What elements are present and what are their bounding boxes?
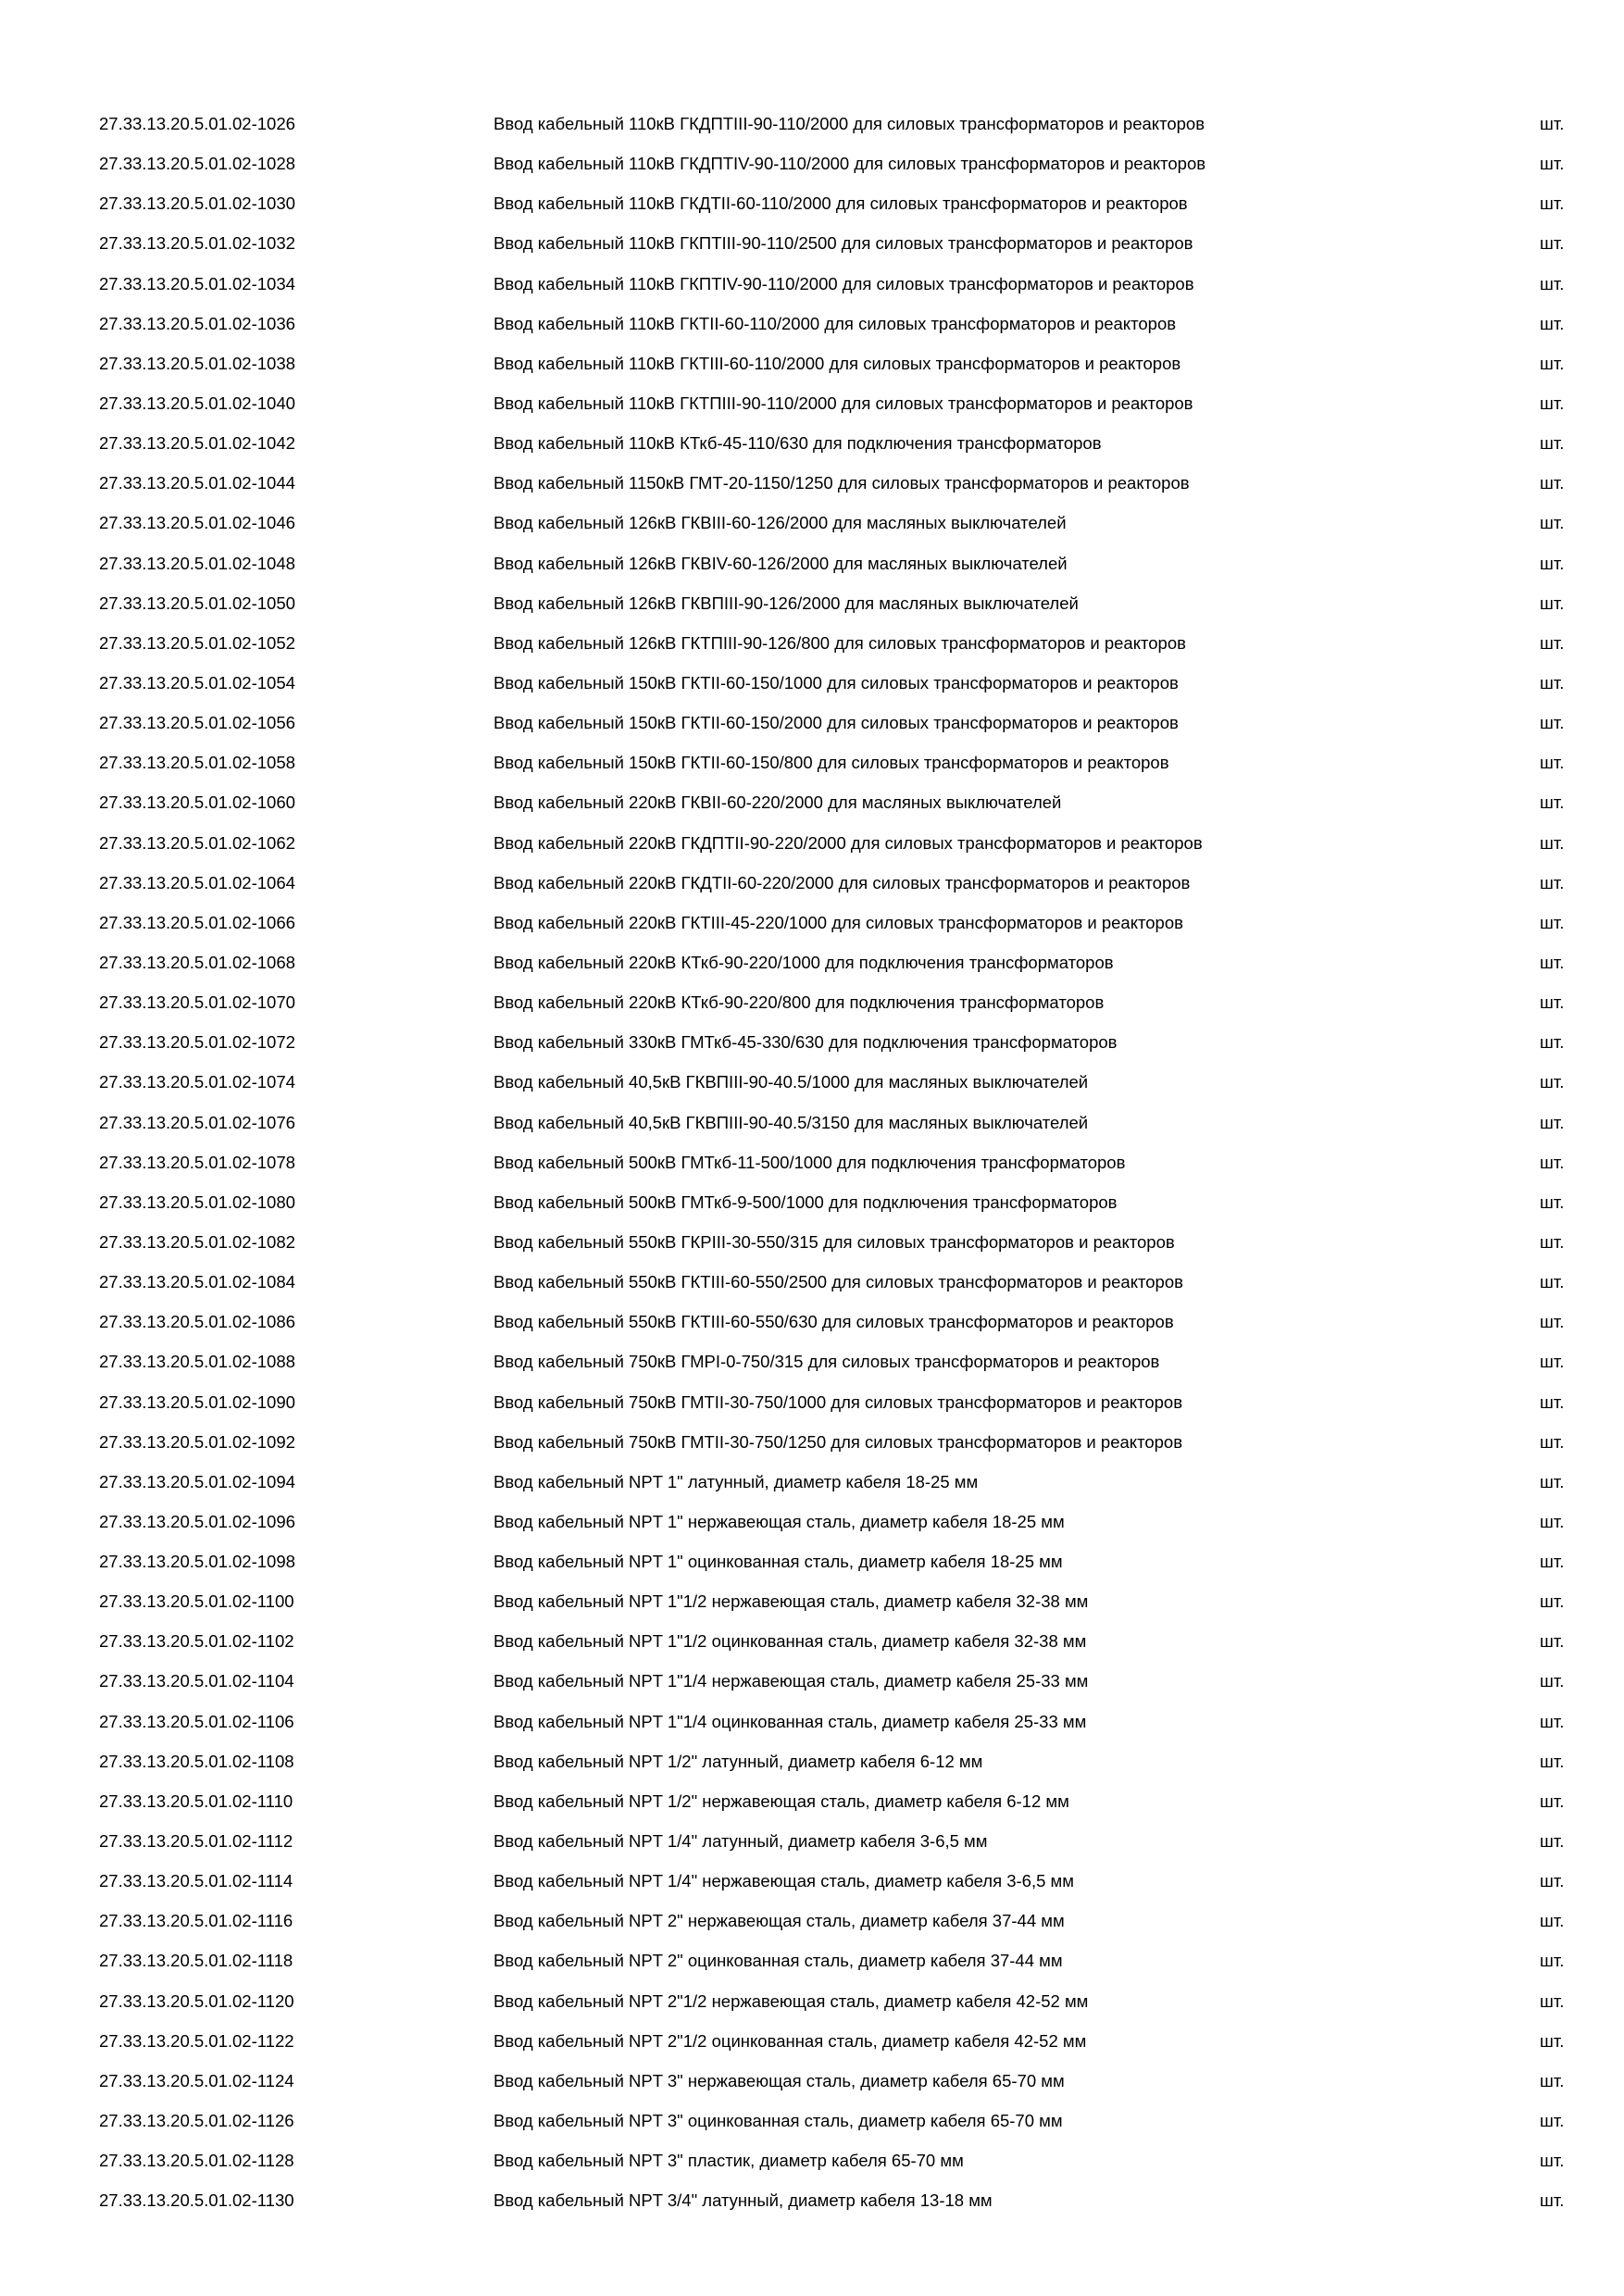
item-unit: шт. (1540, 433, 1565, 454)
table-row (0, 982, 1624, 1022)
item-code: 27.33.13.20.5.01.02-1056 (99, 713, 295, 733)
item-name: Ввод кабельный 126кВ ГКТПIII-90-126/800 для силовых трансформаторов и реакторов (493, 632, 1186, 653)
table-row (0, 104, 1624, 144)
item-name: Ввод кабельный 110кВ КТкб-45-110/630 для подключения трансформаторов (493, 433, 1102, 454)
item-code: 27.33.13.20.5.01.02-1048 (99, 553, 295, 573)
item-unit: шт. (1540, 792, 1565, 813)
item-unit: шт. (1540, 1511, 1565, 1531)
item-unit: шт. (1540, 2190, 1565, 2211)
item-unit: шт. (1540, 1990, 1565, 2011)
item-name: Ввод кабельный 500кВ ГМТкб-11-500/1000 для подключения трансформаторов (493, 1152, 1126, 1172)
item-code: 27.33.13.20.5.01.02-1102 (99, 1631, 294, 1652)
item-unit: шт. (1540, 832, 1565, 853)
item-name: Ввод кабельный NPT 1/4" латунный, диаметр кабеля 3-6,5 мм (493, 1831, 988, 1852)
item-code: 27.33.13.20.5.01.02-1080 (99, 1192, 295, 1212)
item-name: Ввод кабельный 330кВ ГМТкб-45-330/630 для подключения трансформаторов (493, 1032, 1118, 1053)
item-unit: шт. (1540, 2151, 1565, 2171)
item-code: 27.33.13.20.5.01.02-1076 (99, 1112, 295, 1132)
item-unit: шт. (1540, 1192, 1565, 1212)
table-row (0, 1142, 1624, 1182)
item-code: 27.33.13.20.5.01.02-1116 (99, 1911, 294, 1931)
table-row (0, 2180, 1624, 2220)
item-code: 27.33.13.20.5.01.02-1092 (99, 1431, 295, 1452)
item-code: 27.33.13.20.5.01.02-1054 (99, 672, 295, 693)
item-code: 27.33.13.20.5.01.02-1088 (99, 1352, 295, 1372)
table-row (0, 1462, 1624, 1502)
item-code: 27.33.13.20.5.01.02-1074 (99, 1072, 295, 1092)
item-code: 27.33.13.20.5.01.02-1064 (99, 872, 295, 892)
item-code: 27.33.13.20.5.01.02-1034 (99, 273, 295, 293)
item-name: Ввод кабельный 220кВ КТкб-90-220/800 для подключения трансформаторов (493, 992, 1105, 1013)
item-name: Ввод кабельный 220кВ КТкб-90-220/1000 для подключения трансформаторов (493, 952, 1114, 972)
item-code: 27.33.13.20.5.01.02-1062 (99, 832, 295, 853)
item-name: Ввод кабельный NPT 3" нержавеющая сталь, диаметр кабеля 65-70 мм (493, 2070, 1065, 2090)
item-unit: шт. (1540, 2111, 1565, 2131)
item-unit: шт. (1540, 1831, 1565, 1852)
item-unit: шт. (1540, 353, 1565, 373)
item-name: Ввод кабельный 126кВ ГКВПIII-90-126/2000 для масляных выключателей (493, 593, 1079, 613)
item-code: 27.33.13.20.5.01.02-1126 (99, 2111, 294, 2131)
table-row (0, 782, 1624, 822)
item-name: Ввод кабельный 150кВ ГКТII-60-150/1000 для силовых трансформаторов и реакторов (493, 672, 1179, 693)
item-unit: шт. (1540, 1591, 1565, 1612)
item-unit: шт. (1540, 1352, 1565, 1372)
item-name: Ввод кабельный 110кВ ГКТII-60-110/2000 для силовых трансформаторов и реакторов (493, 313, 1177, 333)
item-unit: шт. (1540, 1552, 1565, 1572)
item-unit: шт. (1540, 1471, 1565, 1491)
item-code: 27.33.13.20.5.01.02-1028 (99, 154, 295, 174)
item-code: 27.33.13.20.5.01.02-1084 (99, 1272, 295, 1292)
item-name: Ввод кабельный NPT 2"1/2 нержавеющая сталь, диаметр кабеля 42-52 мм (493, 1990, 1089, 2011)
item-code: 27.33.13.20.5.01.02-1046 (99, 513, 295, 533)
item-name: Ввод кабельный NPT 3" оцинкованная сталь, диаметр кабеля 65-70 мм (493, 2111, 1063, 2131)
item-name: Ввод кабельный 126кВ ГКВIV-60-126/2000 для масляных выключателей (493, 553, 1068, 573)
item-unit: шт. (1540, 713, 1565, 733)
item-unit: шт. (1540, 593, 1565, 613)
item-name: Ввод кабельный NPT 2" оцинкованная сталь, диаметр кабеля 37-44 мм (493, 1951, 1063, 1971)
item-code: 27.33.13.20.5.01.02-1060 (99, 792, 295, 813)
item-code: 27.33.13.20.5.01.02-1026 (99, 114, 295, 133)
item-code: 27.33.13.20.5.01.02-1078 (99, 1152, 295, 1172)
item-unit: шт. (1540, 1951, 1565, 1971)
table-row (0, 1182, 1624, 1222)
item-unit: шт. (1540, 1072, 1565, 1092)
item-name: Ввод кабельный 550кВ ГКТIII-60-550/2500 для силовых трансформаторов и реакторов (493, 1272, 1183, 1292)
item-code: 27.33.13.20.5.01.02-1044 (99, 473, 295, 493)
item-unit: шт. (1540, 1032, 1565, 1053)
item-name: Ввод кабельный 220кВ ГКДПТII-90-220/2000 для силовых трансформаторов и реакторов (493, 832, 1203, 853)
item-name: Ввод кабельный 750кВ ГМТII-30-750/1000 для силовых трансформаторов и реакторов (493, 1391, 1183, 1412)
table-row (0, 1422, 1624, 1462)
table-row (0, 1022, 1624, 1062)
item-name: Ввод кабельный 750кВ ГМТII-30-750/1250 для силовых трансформаторов и реакторов (493, 1431, 1183, 1452)
table-row (0, 1821, 1624, 1861)
item-name: Ввод кабельный 110кВ ГКТIII-60-110/2000 для силовых трансформаторов и реакторов (493, 353, 1181, 373)
table-row (0, 2101, 1624, 2140)
table-row (0, 1702, 1624, 1741)
table-row (0, 144, 1624, 183)
item-code: 27.33.13.20.5.01.02-1082 (99, 1231, 295, 1252)
table-row (0, 343, 1624, 383)
item-code: 27.33.13.20.5.01.02-1090 (99, 1391, 295, 1412)
item-code: 27.33.13.20.5.01.02-1108 (99, 1751, 294, 1771)
item-code: 27.33.13.20.5.01.02-1030 (99, 193, 295, 214)
table-row (0, 543, 1624, 583)
table-row (0, 1302, 1624, 1341)
item-unit: шт. (1540, 872, 1565, 892)
item-name: Ввод кабельный NPT 3/4" латунный, диаметр кабеля 13-18 мм (493, 2190, 993, 2211)
table-row (0, 1861, 1624, 1901)
item-unit: шт. (1540, 154, 1565, 174)
item-name: Ввод кабельный 220кВ ГКДТII-60-220/2000 для силовых трансформаторов и реакторов (493, 872, 1191, 892)
item-code: 27.33.13.20.5.01.02-1070 (99, 992, 295, 1013)
item-unit: шт. (1540, 1112, 1565, 1132)
item-unit: шт. (1540, 313, 1565, 333)
item-name: Ввод кабельный NPT 2"1/2 оцинкованная сталь, диаметр кабеля 42-52 мм (493, 2030, 1087, 2051)
item-code: 27.33.13.20.5.01.02-1094 (99, 1471, 295, 1491)
item-unit: шт. (1540, 2070, 1565, 2090)
item-name: Ввод кабельный 150кВ ГКТII-60-150/2000 для силовых трансформаторов и реакторов (493, 713, 1179, 733)
item-unit: шт. (1540, 233, 1565, 254)
price-list-table (0, 104, 1624, 2220)
item-code: 27.33.13.20.5.01.02-1086 (99, 1312, 295, 1332)
table-row (0, 1940, 1624, 1980)
table-row (0, 1222, 1624, 1262)
item-name: Ввод кабельный 220кВ ГКТIII-45-220/1000 для силовых трансформаторов и реакторов (493, 912, 1183, 932)
table-row (0, 1581, 1624, 1621)
item-code: 27.33.13.20.5.01.02-1050 (99, 593, 295, 613)
item-name: Ввод кабельный 150кВ ГКТII-60-150/800 для силовых трансформаторов и реакторов (493, 753, 1169, 773)
item-name: Ввод кабельный 126кВ ГКВIII-60-126/2000 для масляных выключателей (493, 513, 1067, 533)
table-row (0, 1382, 1624, 1422)
item-code: 27.33.13.20.5.01.02-1040 (99, 393, 295, 413)
item-code: 27.33.13.20.5.01.02-1120 (99, 1990, 294, 2011)
item-name: Ввод кабельный 40,5кВ ГКВПIII-90-40.5/3150 для масляных выключателей (493, 1112, 1089, 1132)
table-row (0, 2140, 1624, 2180)
item-unit: шт. (1540, 1152, 1565, 1172)
item-code: 27.33.13.20.5.01.02-1098 (99, 1552, 295, 1572)
table-row (0, 304, 1624, 343)
table-row (0, 2021, 1624, 2061)
item-name: Ввод кабельный 110кВ ГКДТII-60-110/2000 для силовых трансформаторов и реакторов (493, 193, 1188, 214)
table-row (0, 942, 1624, 982)
table-row (0, 623, 1624, 663)
item-name: Ввод кабельный 550кВ ГКРIII-30-550/315 для силовых трансформаторов и реакторов (493, 1231, 1175, 1252)
table-row (0, 383, 1624, 423)
table-row (0, 1103, 1624, 1142)
item-code: 27.33.13.20.5.01.02-1110 (99, 1791, 294, 1811)
item-name: Ввод кабельный 110кВ ГКТПIII-90-110/2000 для силовых трансформаторов и реакторов (493, 393, 1193, 413)
item-name: Ввод кабельный NPT 1"1/2 нержавеющая сталь, диаметр кабеля 32-38 мм (493, 1591, 1089, 1612)
item-unit: шт. (1540, 1312, 1565, 1332)
table-row (0, 663, 1624, 703)
item-code: 27.33.13.20.5.01.02-1112 (99, 1831, 294, 1852)
item-unit: шт. (1540, 1231, 1565, 1252)
table-row (0, 223, 1624, 263)
item-code: 27.33.13.20.5.01.02-1130 (99, 2190, 294, 2211)
table-row (0, 2061, 1624, 2101)
item-name: Ввод кабельный NPT 2" нержавеющая сталь, диаметр кабеля 37-44 мм (493, 1911, 1065, 1931)
item-code: 27.33.13.20.5.01.02-1066 (99, 912, 295, 932)
item-code: 27.33.13.20.5.01.02-1128 (99, 2151, 294, 2171)
item-code: 27.33.13.20.5.01.02-1114 (99, 1871, 294, 1891)
item-name: Ввод кабельный NPT 1"1/4 нержавеющая сталь, диаметр кабеля 25-33 мм (493, 1671, 1089, 1691)
item-name: Ввод кабельный NPT 1"1/4 оцинкованная сталь, диаметр кабеля 25-33 мм (493, 1711, 1087, 1731)
item-name: Ввод кабельный 110кВ ГКПТIV-90-110/2000 для силовых трансформаторов и реакторов (493, 273, 1194, 293)
item-code: 27.33.13.20.5.01.02-1118 (99, 1951, 294, 1971)
table-row (0, 503, 1624, 543)
item-code: 27.33.13.20.5.01.02-1096 (99, 1511, 295, 1531)
item-code: 27.33.13.20.5.01.02-1068 (99, 952, 295, 972)
item-code: 27.33.13.20.5.01.02-1122 (99, 2030, 294, 2051)
table-row (0, 703, 1624, 742)
item-unit: шт. (1540, 193, 1565, 214)
table-row (0, 1781, 1624, 1821)
item-unit: шт. (1540, 393, 1565, 413)
table-row (0, 903, 1624, 942)
item-name: Ввод кабельный NPT 1/2" латунный, диаметр кабеля 6-12 мм (493, 1751, 983, 1771)
item-unit: шт. (1540, 632, 1565, 653)
item-code: 27.33.13.20.5.01.02-1042 (99, 433, 295, 454)
item-code: 27.33.13.20.5.01.02-1038 (99, 353, 295, 373)
item-code: 27.33.13.20.5.01.02-1104 (99, 1671, 294, 1691)
item-code: 27.33.13.20.5.01.02-1032 (99, 233, 295, 254)
item-unit: шт. (1540, 753, 1565, 773)
table-row (0, 1741, 1624, 1781)
item-unit: шт. (1540, 2030, 1565, 2051)
item-name: Ввод кабельный NPT 1"1/2 оцинкованная сталь, диаметр кабеля 32-38 мм (493, 1631, 1087, 1652)
item-name: Ввод кабельный 110кВ ГКДПТIV-90-110/2000 для силовых трансформаторов и реакторов (493, 154, 1206, 174)
item-name: Ввод кабельный 500кВ ГМТкб-9-500/1000 для подключения трансформаторов (493, 1192, 1118, 1212)
item-name: Ввод кабельный NPT 1" нержавеющая сталь, диаметр кабеля 18-25 мм (493, 1511, 1065, 1531)
item-unit: шт. (1540, 1391, 1565, 1412)
item-unit: шт. (1540, 952, 1565, 972)
item-name: Ввод кабельный 220кВ ГКВII-60-220/2000 для масляных выключателей (493, 792, 1062, 813)
item-unit: шт. (1540, 1791, 1565, 1811)
table-row (0, 1621, 1624, 1661)
item-unit: шт. (1540, 513, 1565, 533)
item-unit: шт. (1540, 912, 1565, 932)
table-row (0, 863, 1624, 903)
item-name: Ввод кабельный NPT 1/2" нержавеющая сталь, диаметр кабеля 6-12 мм (493, 1791, 1069, 1811)
table-row (0, 1981, 1624, 2021)
item-unit: шт. (1540, 1711, 1565, 1731)
item-unit: шт. (1540, 1911, 1565, 1931)
item-unit: шт. (1540, 1631, 1565, 1652)
table-row (0, 1661, 1624, 1701)
item-code: 27.33.13.20.5.01.02-1058 (99, 753, 295, 773)
item-code: 27.33.13.20.5.01.02-1100 (99, 1591, 294, 1612)
table-row (0, 183, 1624, 223)
item-name: Ввод кабельный 750кВ ГМРI-0-750/315 для силовых трансформаторов и реакторов (493, 1352, 1160, 1372)
item-unit: шт. (1540, 992, 1565, 1013)
table-row (0, 1062, 1624, 1102)
table-row (0, 1262, 1624, 1302)
table-row (0, 823, 1624, 863)
item-name: Ввод кабельный NPT 1/4" нержавеющая сталь, диаметр кабеля 3-6,5 мм (493, 1871, 1074, 1891)
table-row (0, 1341, 1624, 1381)
item-unit: шт. (1540, 1431, 1565, 1452)
table-row (0, 1541, 1624, 1581)
table-row (0, 742, 1624, 782)
item-name: Ввод кабельный NPT 1" оцинкованная сталь, диаметр кабеля 18-25 мм (493, 1552, 1063, 1572)
item-name: Ввод кабельный 110кВ ГКПТIII-90-110/2500 для силовых трансформаторов и реакторов (493, 233, 1193, 254)
table-row (0, 583, 1624, 623)
item-unit: шт. (1540, 273, 1565, 293)
item-unit: шт. (1540, 553, 1565, 573)
item-unit: шт. (1540, 672, 1565, 693)
item-code: 27.33.13.20.5.01.02-1036 (99, 313, 295, 333)
item-unit: шт. (1540, 114, 1565, 133)
item-name: Ввод кабельный NPT 1" латунный, диаметр кабеля 18-25 мм (493, 1471, 979, 1491)
item-code: 27.33.13.20.5.01.02-1124 (99, 2070, 294, 2090)
table-row (0, 1901, 1624, 1940)
item-name: Ввод кабельный NPT 3" пластик, диаметр кабеля 65-70 мм (493, 2151, 964, 2171)
item-code: 27.33.13.20.5.01.02-1052 (99, 632, 295, 653)
item-unit: шт. (1540, 1272, 1565, 1292)
item-unit: шт. (1540, 473, 1565, 493)
item-code: 27.33.13.20.5.01.02-1072 (99, 1032, 295, 1053)
item-name: Ввод кабельный 40,5кВ ГКВПIII-90-40.5/1000 для масляных выключателей (493, 1072, 1089, 1092)
table-row (0, 1502, 1624, 1541)
item-unit: шт. (1540, 1751, 1565, 1771)
item-name: Ввод кабельный 1150кВ ГМТ-20-1150/1250 для силовых трансформаторов и реакторов (493, 473, 1190, 493)
table-row (0, 264, 1624, 304)
item-unit: шт. (1540, 1671, 1565, 1691)
table-row (0, 423, 1624, 463)
item-name: Ввод кабельный 550кВ ГКТIII-60-550/630 для силовых трансформаторов и реакторов (493, 1312, 1174, 1332)
item-unit: шт. (1540, 1871, 1565, 1891)
item-code: 27.33.13.20.5.01.02-1106 (99, 1711, 294, 1731)
item-name: Ввод кабельный 110кВ ГКДПТIII-90-110/2000 для силовых трансформаторов и реакторов (493, 114, 1206, 133)
table-row (0, 463, 1624, 503)
